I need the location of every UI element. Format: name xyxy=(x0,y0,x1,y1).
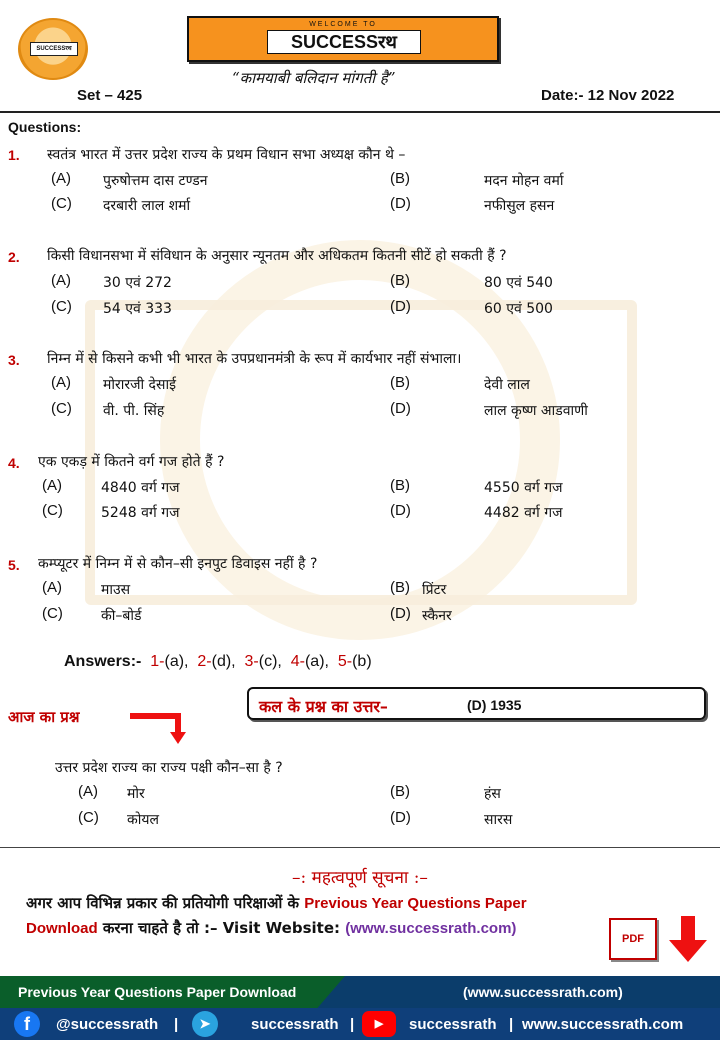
option-label: (D) xyxy=(390,400,411,417)
option-label: (A) xyxy=(51,272,71,289)
question-number: 3. xyxy=(8,352,20,368)
option-label: (D) xyxy=(390,195,411,212)
footer-website[interactable]: www.successrath.com xyxy=(522,1016,684,1033)
arrow-down-icon xyxy=(667,916,709,964)
footer-bar-top xyxy=(0,976,720,1008)
answer-num: 5- xyxy=(337,653,353,670)
answers-label: Answers:- xyxy=(64,653,142,670)
option-label: (C) xyxy=(51,298,72,315)
notice-line-2 xyxy=(26,918,516,938)
option-text: 80 एवं 540 xyxy=(484,275,553,291)
question-text: स्वतंत्र भारत में उत्तर प्रदेश राज्य के प्रथम विधान सभा अध्यक्ष कौन थे – xyxy=(47,147,406,163)
option-text: पुरुषोत्तम दास टण्डन xyxy=(103,173,208,189)
footer-bar-bottom xyxy=(0,1008,720,1040)
facebook-icon[interactable]: f xyxy=(14,1011,40,1037)
telegram-icon[interactable]: ➤ xyxy=(192,1011,218,1037)
answers-line xyxy=(64,653,372,671)
option-text: की–बोर्ड xyxy=(101,608,142,624)
option-text: हंस xyxy=(484,786,501,802)
option-label: (B) xyxy=(390,374,410,391)
footer-website-link[interactable]: (www.successrath.com) xyxy=(463,984,623,1000)
option-label: (D) xyxy=(390,502,411,519)
option-text: 60 एवं 500 xyxy=(484,301,553,317)
separator: | xyxy=(509,1016,514,1033)
option-text: 4482 वर्ग गज xyxy=(484,505,563,521)
question-text: कम्प्यूटर में निम्न में से कौन–सी इनपुट डिवाइस नहीं है ? xyxy=(38,556,318,572)
header-banner xyxy=(187,16,499,62)
option-text: प्रिंटर xyxy=(422,582,447,598)
answer-opt: (a), xyxy=(304,653,329,670)
answer-opt: (a), xyxy=(164,653,189,670)
date: Date:- 12 Nov 2022 xyxy=(541,87,675,104)
option-label: (B) xyxy=(390,783,410,800)
separator: | xyxy=(174,1016,179,1033)
option-text: 4550 वर्ग गज xyxy=(484,480,563,496)
notice-highlight: Download xyxy=(26,920,98,937)
question-text: निम्न में से किसने कभी भी भारत के उपप्रधानमंत्री के रूप में कार्यभार नहीं संभाला। xyxy=(47,351,462,367)
pdf-icon[interactable]: PDF xyxy=(609,918,657,960)
option-text: देवी लाल xyxy=(484,377,530,393)
tagline: “कामयाबी बलिदान मांगती है” xyxy=(232,69,396,87)
option-label: (C) xyxy=(42,605,63,622)
option-text: मोर xyxy=(127,786,145,802)
option-text: 4840 वर्ग गज xyxy=(101,480,180,496)
header-divider xyxy=(0,111,720,113)
option-text: नफीसुल हसन xyxy=(484,198,555,214)
option-label: (B) xyxy=(390,272,410,289)
answer-num: 1- xyxy=(150,653,165,670)
banner-title: SUCCESSरथ xyxy=(267,30,421,54)
option-text: कोयल xyxy=(127,812,159,828)
option-label: (C) xyxy=(51,400,72,417)
option-label: (A) xyxy=(51,170,71,187)
questions-heading: Questions: xyxy=(8,119,82,135)
answer-opt: (c), xyxy=(258,653,282,670)
question-number: 1. xyxy=(8,147,20,163)
option-text: 5248 वर्ग गज xyxy=(101,505,180,521)
today-question-text: उत्तर प्रदेश राज्य का राज्य पक्षी कौन–सा है ? xyxy=(55,760,283,776)
option-text: स्कैनर xyxy=(422,608,452,624)
option-label: (A) xyxy=(42,477,62,494)
option-label: (B) xyxy=(390,170,410,187)
option-label: (B) xyxy=(390,477,410,494)
option-text: 30 एवं 272 xyxy=(103,275,172,291)
question-number: 5. xyxy=(8,557,20,573)
option-text: मोरारजी देसाई xyxy=(103,377,176,393)
yesterday-answer-value: (D) 1935 xyxy=(467,697,522,713)
question-number: 4. xyxy=(8,455,20,471)
option-text: लाल कृष्ण आडवाणी xyxy=(484,403,588,419)
answer-num: 3- xyxy=(244,653,259,670)
question-number: 2. xyxy=(8,249,20,265)
notice-line-1 xyxy=(26,893,527,913)
notice-highlight: Previous Year Questions Paper xyxy=(304,895,527,912)
option-text: माउस xyxy=(101,582,131,598)
option-text: मदन मोहन वर्मा xyxy=(484,173,564,189)
option-text: 54 एवं 333 xyxy=(103,301,172,317)
question-text: एक एकड़ में कितने वर्ग गज होते हैं ? xyxy=(38,454,225,470)
option-text: दरबारी लाल शर्मा xyxy=(103,198,191,214)
logo-text: SUCCESSरथ xyxy=(30,42,78,56)
option-label: (A) xyxy=(51,374,71,391)
answer-num: 2- xyxy=(197,653,212,670)
website-link[interactable]: (www.successrath.com) xyxy=(345,920,517,937)
youtube-handle[interactable]: successrath xyxy=(409,1016,497,1033)
answer-opt: (b) xyxy=(352,653,372,670)
notice-text: अगर आप विभिन्न प्रकार की प्रतियोगी परिक्षाओं के xyxy=(26,894,300,912)
option-label: (D) xyxy=(390,605,411,622)
notice-text: करना चाहते है तो :– Visit Website: xyxy=(102,919,340,937)
option-label: (C) xyxy=(78,809,99,826)
banner-welcome: WELCOME TO xyxy=(309,21,377,28)
option-label: (A) xyxy=(78,783,98,800)
option-label: (D) xyxy=(390,298,411,315)
youtube-icon[interactable]: ▶ xyxy=(362,1011,396,1037)
footer-download-text: Previous Year Questions Paper Download xyxy=(18,984,297,1000)
option-text: वी. पी. सिंह xyxy=(103,403,165,419)
option-label: (D) xyxy=(390,809,411,826)
answer-num: 4- xyxy=(290,653,305,670)
separator: | xyxy=(350,1016,355,1033)
option-label: (B) xyxy=(390,579,410,596)
option-label: (A) xyxy=(42,579,62,596)
facebook-handle[interactable]: @successrath xyxy=(56,1016,159,1033)
arrow-down-right-icon xyxy=(128,712,194,746)
notice-divider xyxy=(0,847,720,848)
option-label: (C) xyxy=(51,195,72,212)
telegram-handle[interactable]: successrath xyxy=(251,1016,339,1033)
yesterday-answer-label: कल के प्रश्न का उत्तर– xyxy=(259,697,388,716)
today-question-label: आज का प्रश्न xyxy=(8,708,80,726)
set-number: Set – 425 xyxy=(77,87,143,104)
logo xyxy=(18,18,88,80)
yesterday-answer-box xyxy=(247,687,706,720)
option-text: सारस xyxy=(484,812,513,828)
question-text: किसी विधानसभा में संविधान के अनुसार न्यूनतम और अधिकतम कितनी सीटें हो सकती हैं ? xyxy=(47,248,507,264)
notice-title: –: महत्वपूर्ण सूचना :– xyxy=(292,868,428,888)
option-label: (C) xyxy=(42,502,63,519)
answer-opt: (d), xyxy=(211,653,236,670)
